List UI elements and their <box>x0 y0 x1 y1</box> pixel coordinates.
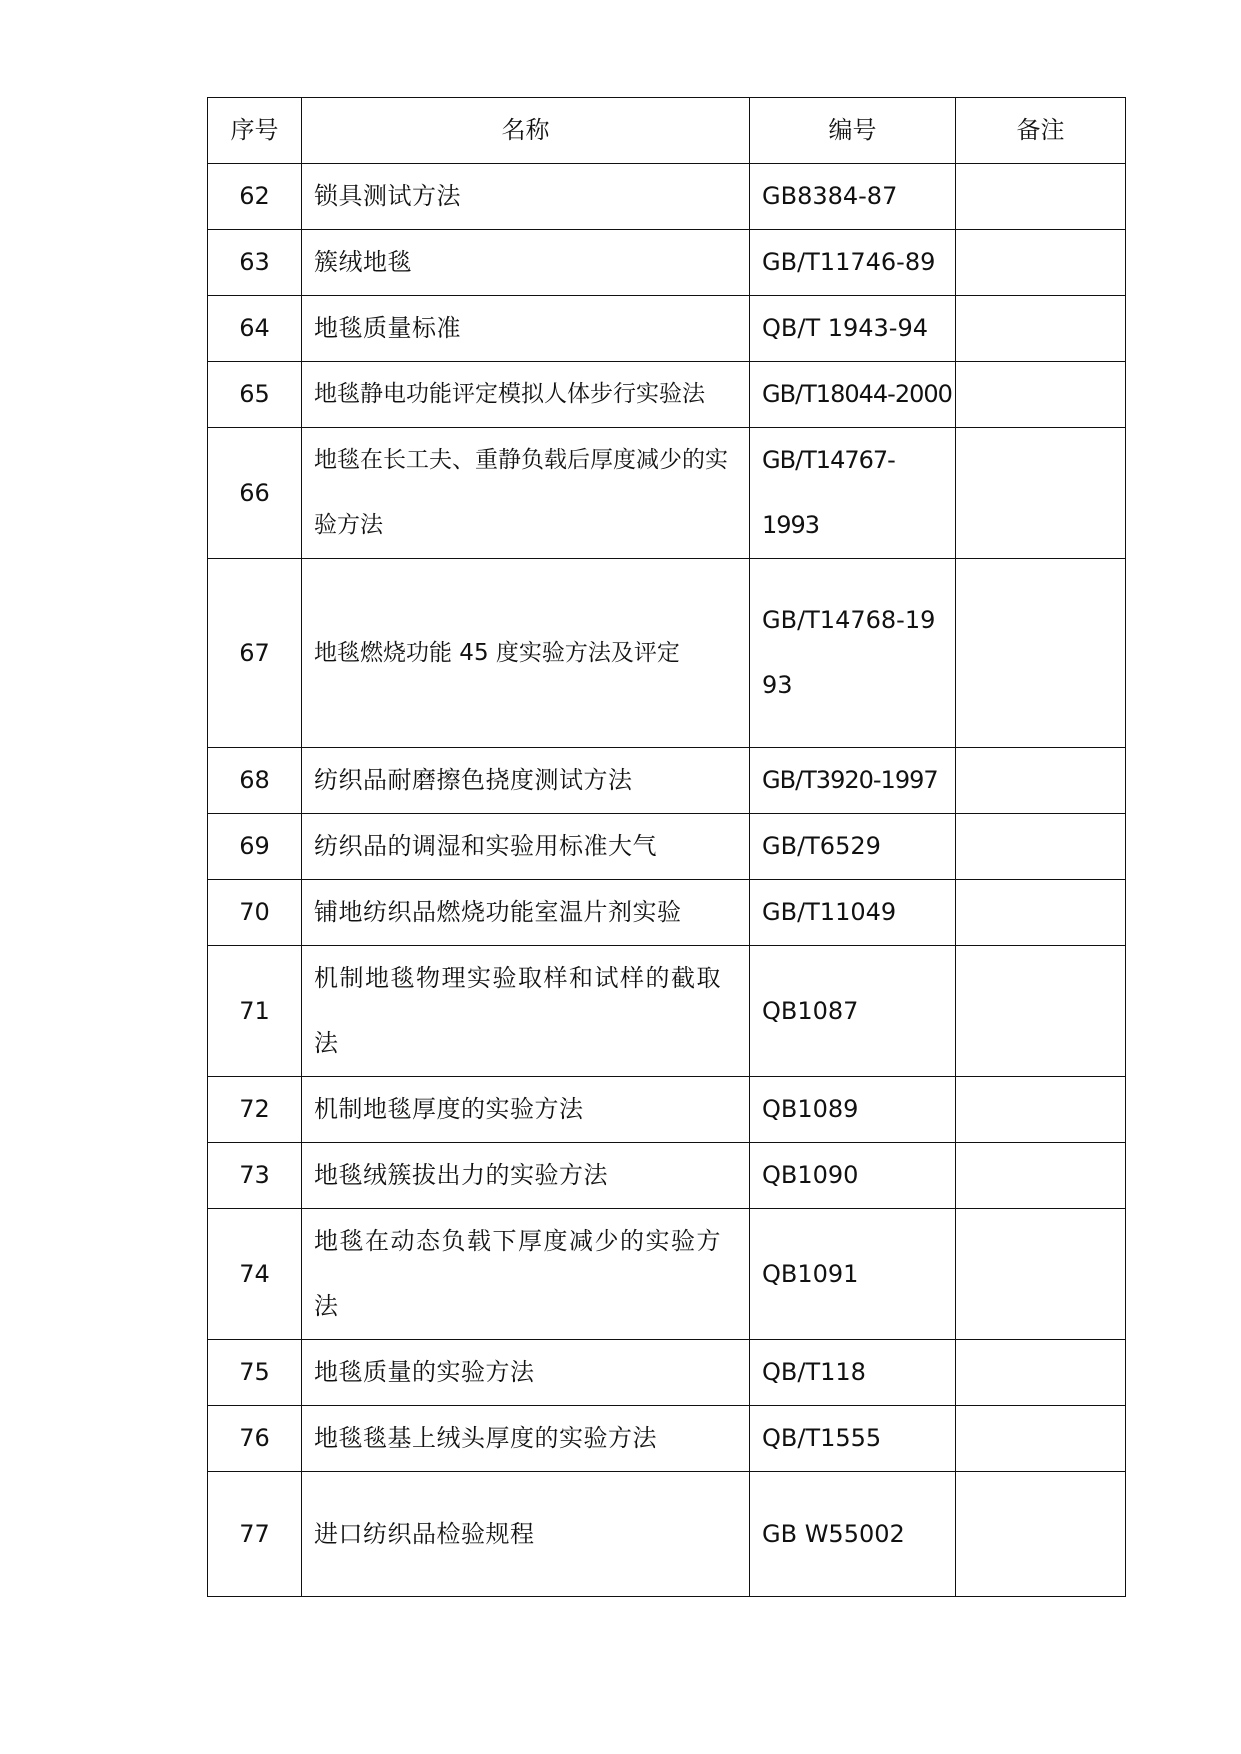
header-code: 编号 <box>750 98 956 164</box>
row-code: GB/T11746-89 <box>750 230 956 296</box>
row-code: QB/T 1943-94 <box>750 296 956 362</box>
table-row <box>208 1209 1126 1340</box>
row-note <box>956 1209 1126 1340</box>
row-note <box>956 880 1126 946</box>
row-no-text: 73 <box>239 1161 270 1189</box>
row-no <box>208 296 302 362</box>
row-code: QB1087 <box>750 946 956 1077</box>
row-code: GB/T14767-1993 <box>750 428 956 559</box>
row-code: GB/T14768-1993 <box>750 559 956 748</box>
table-header-row <box>208 98 1126 164</box>
row-note <box>956 559 1126 748</box>
table-row <box>208 1340 1126 1406</box>
table-row <box>208 748 1126 814</box>
table-row <box>208 1143 1126 1209</box>
row-note <box>956 748 1126 814</box>
header-note: 备注 <box>956 98 1126 164</box>
row-name: 地毯毯基上绒头厚度的实验方法 <box>302 1406 750 1472</box>
row-no <box>208 164 302 230</box>
row-no-text: 69 <box>239 832 270 860</box>
row-note <box>956 428 1126 559</box>
row-no <box>208 1340 302 1406</box>
row-code: GB/T18044-2000 <box>750 362 956 428</box>
row-name: 铺地纺织品燃烧功能室温片剂实验 <box>302 880 750 946</box>
row-no-text: 77 <box>239 1519 270 1548</box>
row-name: 纺织品耐磨擦色挠度测试方法 <box>302 748 750 814</box>
row-name: 地毯质量的实验方法 <box>302 1340 750 1406</box>
table-row <box>208 814 1126 880</box>
row-note <box>956 814 1126 880</box>
standards-table <box>207 97 1126 1597</box>
header-no: 序号 <box>208 98 302 164</box>
row-no <box>208 1406 302 1472</box>
row-no <box>208 362 302 428</box>
table-row <box>208 1406 1126 1472</box>
row-no <box>208 1209 302 1340</box>
row-code: QB1089 <box>750 1077 956 1143</box>
row-no <box>208 559 302 748</box>
row-note <box>956 362 1126 428</box>
row-name: 纺织品的调湿和实验用标准大气 <box>302 814 750 880</box>
row-no <box>208 748 302 814</box>
row-note <box>956 1472 1126 1597</box>
row-no-text: 74 <box>239 1259 270 1288</box>
row-note <box>956 1077 1126 1143</box>
row-code: QB1091 <box>750 1209 956 1340</box>
table-row <box>208 1472 1126 1597</box>
table-row <box>208 164 1126 230</box>
row-note <box>956 230 1126 296</box>
row-no-text: 75 <box>239 1358 270 1386</box>
row-no-text: 65 <box>239 380 270 408</box>
row-note <box>956 1143 1126 1209</box>
row-no-text: 70 <box>239 898 270 926</box>
row-note <box>956 1340 1126 1406</box>
row-name: 地毯静电功能评定模拟人体步行实验法 <box>302 362 750 428</box>
row-no-text: 66 <box>239 478 270 507</box>
row-name: 进口纺织品检验规程 <box>302 1472 750 1597</box>
row-no-text: 72 <box>239 1095 270 1123</box>
row-no-text: 64 <box>239 314 270 342</box>
table-row <box>208 880 1126 946</box>
row-note <box>956 164 1126 230</box>
row-name: 地毯在动态负载下厚度减少的实验方法 <box>302 1209 750 1340</box>
row-code: QB1090 <box>750 1143 956 1209</box>
row-name: 机制地毯物理实验取样和试样的截取法 <box>302 946 750 1077</box>
table-row <box>208 946 1126 1077</box>
row-no <box>208 1472 302 1597</box>
row-no <box>208 946 302 1077</box>
table-row <box>208 230 1126 296</box>
row-no-text: 62 <box>239 182 270 210</box>
row-name: 簇绒地毯 <box>302 230 750 296</box>
row-no <box>208 880 302 946</box>
row-no-text: 76 <box>239 1424 270 1452</box>
row-code: GB8384-87 <box>750 164 956 230</box>
row-no-text: 67 <box>239 638 270 667</box>
row-name: 地毯质量标准 <box>302 296 750 362</box>
table-row <box>208 296 1126 362</box>
row-name: 地毯在长工夫、重静负载后厚度减少的实验方法 <box>302 428 750 559</box>
row-name: 锁具测试方法 <box>302 164 750 230</box>
row-code: GB W55002 <box>750 1472 956 1597</box>
row-no-text: 63 <box>239 248 270 276</box>
row-no-text: 68 <box>239 766 270 794</box>
row-no-text: 71 <box>239 996 270 1025</box>
row-code: GB/T6529 <box>750 814 956 880</box>
table-row <box>208 1077 1126 1143</box>
header-name: 名称 <box>302 98 750 164</box>
row-name: 机制地毯厚度的实验方法 <box>302 1077 750 1143</box>
table-row <box>208 559 1126 748</box>
row-no <box>208 230 302 296</box>
row-no <box>208 814 302 880</box>
row-no <box>208 428 302 559</box>
row-note <box>956 946 1126 1077</box>
row-code: GB/T11049 <box>750 880 956 946</box>
table-row <box>208 428 1126 559</box>
row-note <box>956 1406 1126 1472</box>
row-no <box>208 1077 302 1143</box>
table-row <box>208 362 1126 428</box>
row-name: 地毯燃烧功能 45 度实验方法及评定 <box>302 559 750 748</box>
row-code: QB/T1555 <box>750 1406 956 1472</box>
row-code: GB/T3920-1997 <box>750 748 956 814</box>
row-note <box>956 296 1126 362</box>
row-code: QB/T118 <box>750 1340 956 1406</box>
row-name: 地毯绒簇拔出力的实验方法 <box>302 1143 750 1209</box>
row-no <box>208 1143 302 1209</box>
